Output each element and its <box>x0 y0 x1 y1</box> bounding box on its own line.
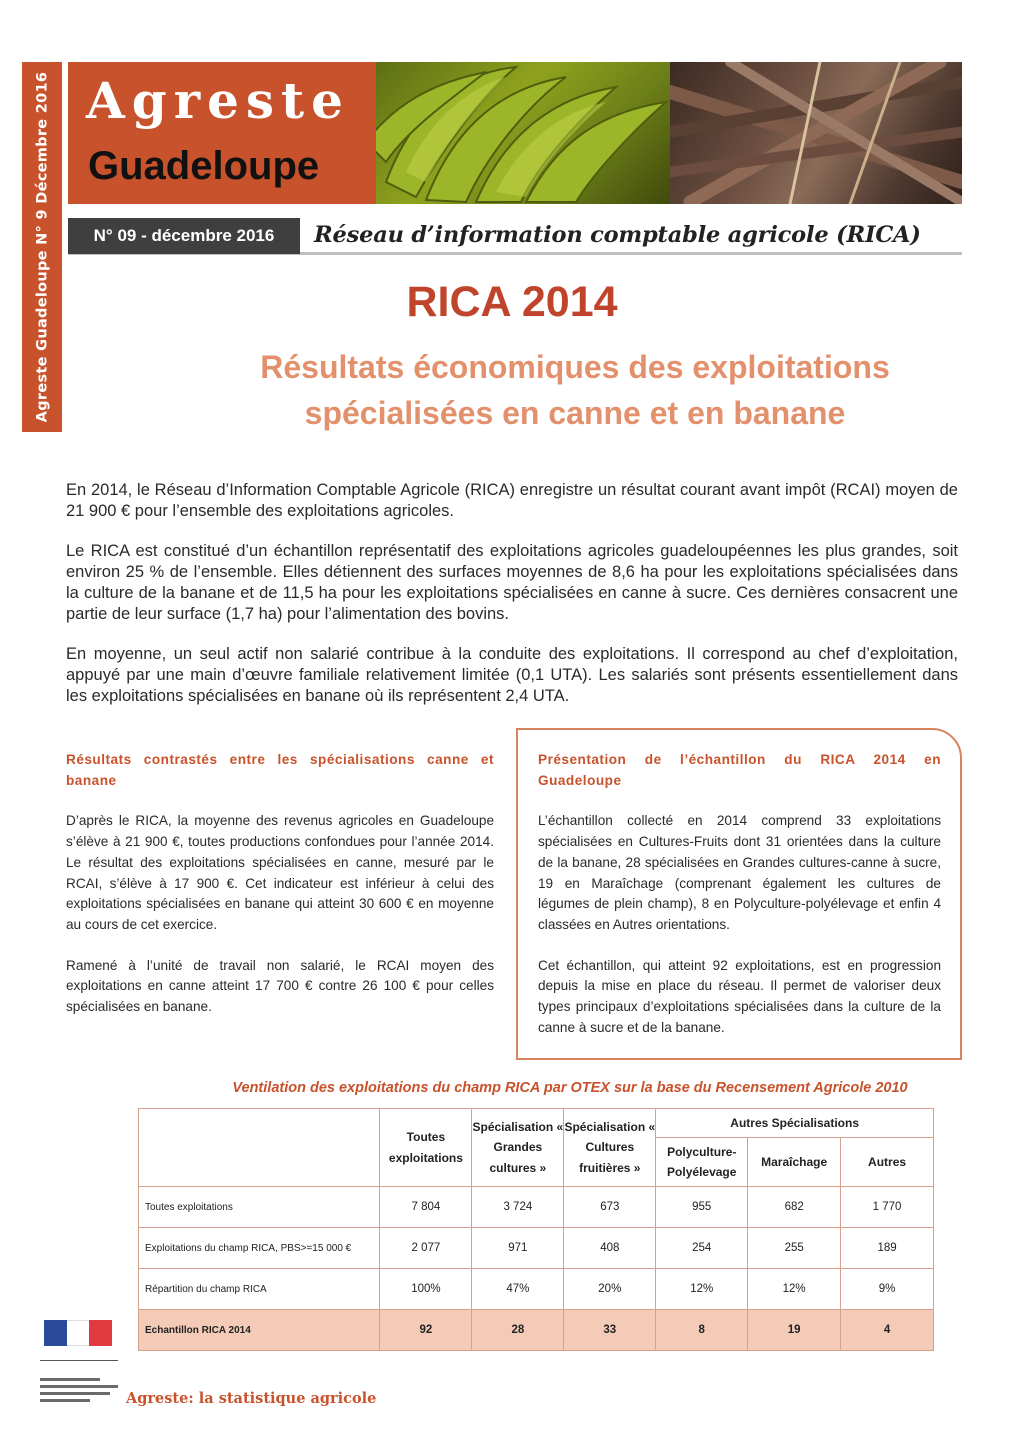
table-cell: 33 <box>564 1310 656 1351</box>
table-row <box>139 1228 934 1269</box>
row-label: Répartition du champ RICA <box>139 1269 380 1310</box>
column-header: Maraîchage <box>748 1138 841 1187</box>
table-cell: 3 724 <box>472 1187 564 1228</box>
network-title: Réseau d’information comptable agricole (RICA) <box>314 222 921 248</box>
table-cell: 2 077 <box>380 1228 472 1269</box>
ministry-logo <box>38 1320 118 1370</box>
table-cell: 189 <box>841 1228 934 1269</box>
issue-badge: N° 09 - décembre 2016 <box>68 218 300 254</box>
table-cell: 255 <box>748 1228 841 1269</box>
table-cell: 682 <box>748 1187 841 1228</box>
column-header: Autres <box>841 1138 934 1187</box>
table-cell: 19 <box>748 1310 841 1351</box>
table-cell: 12% <box>748 1269 841 1310</box>
table-cell: 1 770 <box>841 1187 934 1228</box>
results-paragraph: Ramené à l’unité de travail non salarié, le RCAI moyen des exploitations en canne atteint 17 700 € contre 26 100 € pour celles spécialisées en banane. <box>66 957 494 1015</box>
table-cell: 673 <box>564 1187 656 1228</box>
table-header-row <box>139 1109 934 1138</box>
table-cell: 20% <box>564 1269 656 1310</box>
footer-tagline: Agreste: la statistique agricole <box>126 1390 377 1407</box>
page-subtitle <box>150 344 1000 436</box>
french-flag-icon <box>44 1320 112 1346</box>
intro-paragraph: En moyenne, un seul actif non salarié contribue à la conduite des exploitations. Il correspond au chef d’exploitation, appuyé par une main d’œuvre familiale relativement limitée (0,1 UTA). Les salariés sont présents essentiellement dans les exploitations spécialisées en banane où ils représentent 2,4 UTA. <box>66 645 958 705</box>
table-cell: 12% <box>656 1269 748 1310</box>
table-cell: 47% <box>472 1269 564 1310</box>
results-heading: Résultats contrastés entre les spécialisations canne et banane <box>66 752 494 788</box>
statistics-logo <box>40 1378 118 1414</box>
table-cell: 92 <box>380 1310 472 1351</box>
side-issue-label: Agreste Guadeloupe N° 9 Décembre 2016 <box>34 71 50 423</box>
results-paragraph: D’après le RICA, la moyenne des revenus agricoles en Guadeloupe s’élève à 21 900 €, toutes productions confondues pour l’année 2014. Le résultat des exploitations spécialisées en canne, mesuré par le RCAI, s’élève à 17 900 €. Cet indicateur est inférieur à celui des exploitations spécialisées en banane qui atteint 30 600 € en moyenne au cours de cet exercice. <box>66 813 494 932</box>
table-corner-cell <box>139 1109 380 1187</box>
table-cell: 408 <box>564 1228 656 1269</box>
sample-paragraph: L’échantillon collecté en 2014 comprend 33 exploitations spécialisées en Cultures-Fruits dont 31 orientées dans la culture de la banane, 28 spécialisées en Grandes cultures-canne à sucre, 19 en Maraîchage (comprenant également les cultures de légumes de plein champ), 8 en Polyculture-polyélevage et enfin 4 classées en Autres orientations. <box>538 813 941 932</box>
table-row <box>139 1269 934 1310</box>
banana-photo <box>376 62 670 204</box>
table-row-highlight <box>139 1310 934 1351</box>
table-cell: 9% <box>841 1269 934 1310</box>
brand-title: Agreste <box>86 71 350 130</box>
subtitle-line-1: Résultats économiques des exploitations <box>260 349 890 385</box>
table-cell: 28 <box>472 1310 564 1351</box>
table-cell: 8 <box>656 1310 748 1351</box>
row-label: Toutes exploitations <box>139 1187 380 1228</box>
column-header: Toutes exploitations <box>380 1109 472 1187</box>
subtitle-line-2: spécialisées en canne et en banane <box>304 395 846 431</box>
sample-section <box>538 750 941 1058</box>
sample-paragraph: Cet échantillon, qui atteint 92 exploitations, est en progression depuis la mise en place du réseau. Il permet de valoriser deux types principaux d’exploitations spécialisées dans la culture de la canne à sucre et de la banane. <box>538 957 941 1035</box>
column-header: Polyculture-Polyélevage <box>656 1138 748 1187</box>
otex-table <box>138 1108 934 1351</box>
table-cell: 4 <box>841 1310 934 1351</box>
sample-heading: Présentation de l’échantillon du RICA 2014 en Guadeloupe <box>538 752 941 788</box>
brand-box <box>68 62 376 204</box>
results-section <box>66 750 494 1038</box>
table-caption: Ventilation des exploitations du champ RICA par OTEX sur la base du Recensement Agricole 2010 <box>232 1080 908 1096</box>
table-row <box>139 1187 934 1228</box>
brand-region: Guadeloupe <box>88 144 320 188</box>
sugarcane-photo <box>670 62 962 204</box>
column-header: Spécialisation « Grandes cultures » <box>472 1109 564 1187</box>
table-cell: 7 804 <box>380 1187 472 1228</box>
intro-text <box>66 480 958 726</box>
row-label: Echantillon RICA 2014 <box>139 1310 380 1351</box>
page-title: RICA 2014 <box>406 278 618 326</box>
table-cell: 100% <box>380 1269 472 1310</box>
intro-paragraph: En 2014, le Réseau d’Information Comptable Agricole (RICA) enregistre un résultat courant avant impôt (RCAI) moyen de 21 900 € pour l’ensemble des exploitations agricoles. <box>66 481 958 520</box>
group-header: Autres Spécialisations <box>656 1109 934 1138</box>
logo-divider <box>40 1360 118 1361</box>
row-label: Exploitations du champ RICA, PBS>=15 000 € <box>139 1228 380 1269</box>
side-issue-band <box>22 62 62 432</box>
column-header: Spécialisation « Cultures fruitières » <box>564 1109 656 1187</box>
table-cell: 955 <box>656 1187 748 1228</box>
intro-paragraph: Le RICA est constitué d’un échantillon représentatif des exploitations agricoles guadeloupéennes les plus grandes, soit environ 25 % de l’ensemble. Elles détiennent des surfaces moyennes de 8,6 ha pour les exploitations spécialisées dans la culture de la banane et de 11,5 ha pour les exploitations spécialisées en canne à sucre. Ces dernières consacrent une partie de leur surface (1,7 ha) pour l’alimentation des bovins. <box>66 542 958 623</box>
table-cell: 254 <box>656 1228 748 1269</box>
table-cell: 971 <box>472 1228 564 1269</box>
